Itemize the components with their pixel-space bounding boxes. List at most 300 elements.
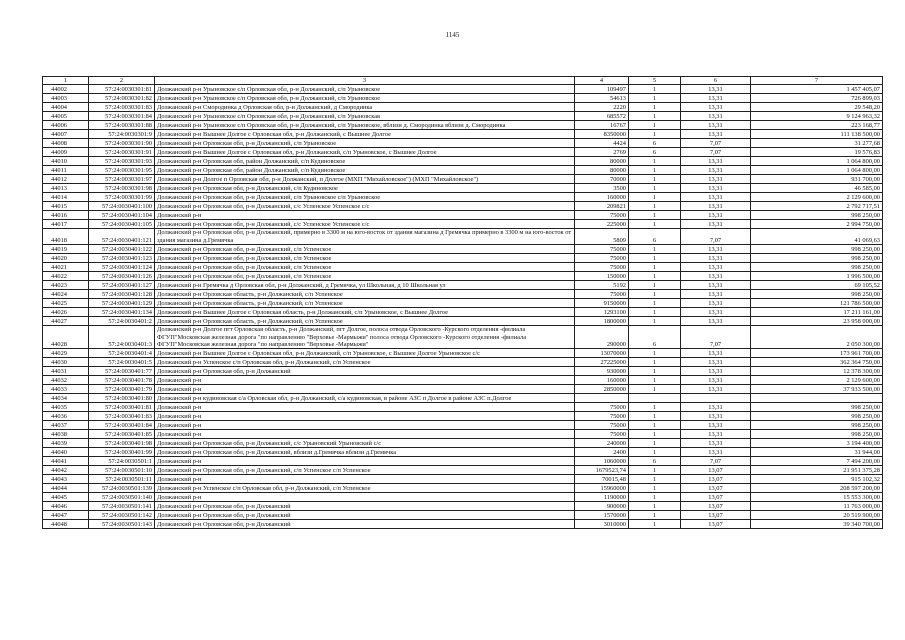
table-row (43, 299, 883, 308)
value-cell: 2 129 600,00 (751, 193, 883, 202)
cadastral-number-cell: 57:24:0030301:91 (89, 148, 155, 157)
rate-cell: 13,31 (681, 94, 751, 103)
value-cell: 69 105,52 (751, 281, 883, 290)
row-number-cell: 44035 (43, 403, 89, 412)
rate-cell: 13,31 (681, 448, 751, 457)
cadastral-number-cell: 57:24:0030301:93 (89, 157, 155, 166)
address-cell: Должанский р-н Орловская обл, р-н Должанский, с/п Урыновское с/п Урыновское (155, 193, 575, 202)
address-cell: Должанский р-н (155, 457, 575, 466)
area-cell: 1293100 (575, 308, 629, 317)
rate-cell: 7,07 (681, 457, 751, 466)
cadastral-number-cell: 57:24:0030301:83 (89, 103, 155, 112)
address-cell: Должанский р-н (155, 412, 575, 421)
value-cell: 121 786 500,00 (751, 299, 883, 308)
category-cell: 1 (629, 502, 681, 511)
table-row (43, 112, 883, 121)
category-cell: 1 (629, 376, 681, 385)
table-row (43, 220, 883, 229)
category-cell: 1 (629, 403, 681, 412)
address-cell: Должанский р-н Орловская обл, р-н Должанский, с/с Успенское Успенское с/с (155, 220, 575, 229)
row-number-cell: 44005 (43, 112, 89, 121)
table-row (43, 475, 883, 484)
row-number-cell: 44013 (43, 184, 89, 193)
table-row (43, 85, 883, 94)
row-number-cell: 44022 (43, 272, 89, 281)
address-cell: Должанский р-н (155, 211, 575, 220)
address-cell: Должанский р-н Орловская обл, р-н Должанский, вблизи д.Гремячка вблизи д.Гремячка (155, 448, 575, 457)
row-number-cell: 44030 (43, 358, 89, 367)
address-cell: Должанский р-н Орловская обл, р-н Должанский, с/с Успенское Успенское с/с (155, 202, 575, 211)
rate-cell: 13,31 (681, 317, 751, 326)
table-row (43, 202, 883, 211)
row-number-cell: 44028 (43, 326, 89, 349)
area-cell: 15960000 (575, 484, 629, 493)
cadastral-number-cell: 57:24:0030301:9 (89, 130, 155, 139)
cadastral-number-cell: 57:24:0030301:97 (89, 175, 155, 184)
row-number-cell: 44037 (43, 421, 89, 430)
table-row (43, 511, 883, 520)
area-cell: 209821 (575, 202, 629, 211)
row-number-cell: 44040 (43, 448, 89, 457)
value-cell: 915 102,32 (751, 475, 883, 484)
value-cell: 7 494 200,00 (751, 457, 883, 466)
category-cell: 1 (629, 385, 681, 394)
table-row (43, 493, 883, 502)
table-row (43, 157, 883, 166)
value-cell: 19 576,83 (751, 148, 883, 157)
category-cell: 1 (629, 367, 681, 376)
value-cell: 998 250,00 (751, 290, 883, 299)
value-cell: 2 050 300,00 (751, 326, 883, 349)
address-cell: Должанский р-н Орловская обл, район Должанский, с/п Кудиновское (155, 166, 575, 175)
cadastral-number-cell: 57:24:0030401:2 (89, 317, 155, 326)
area-cell: 2769 (575, 148, 629, 157)
cadastral-number-cell: 57:24:0030401:126 (89, 272, 155, 281)
table-row (43, 139, 883, 148)
table-row (43, 403, 883, 412)
table-row (43, 502, 883, 511)
rate-cell: 13,31 (681, 157, 751, 166)
cadastral-number-cell: 57:24:0030401:78 (89, 376, 155, 385)
value-cell (751, 394, 883, 403)
address-cell: Должанский р-н Успенское с/п Орловская обл, р-н Должанский, с/п Успенское (155, 358, 575, 367)
cadastral-number-cell: 57:24:0030401:99 (89, 448, 155, 457)
area-cell: 13070000 (575, 349, 629, 358)
category-cell: 1 (629, 349, 681, 358)
category-cell: 1 (629, 430, 681, 439)
row-number-cell: 44003 (43, 94, 89, 103)
table-row (43, 430, 883, 439)
row-number-cell: 44002 (43, 85, 89, 94)
category-cell: 6 (629, 326, 681, 349)
area-cell: 2850000 (575, 385, 629, 394)
row-number-cell: 44045 (43, 493, 89, 502)
area-cell: 8350000 (575, 130, 629, 139)
cadastral-number-cell: 57:24:0030401:123 (89, 254, 155, 263)
row-number-cell: 44023 (43, 281, 89, 290)
table-row (43, 349, 883, 358)
cadastral-number-cell: 57:24:0030301:82 (89, 94, 155, 103)
table-row (43, 394, 883, 403)
table-header-row (43, 77, 883, 85)
category-cell: 1 (629, 484, 681, 493)
area-cell: 290000 (575, 326, 629, 349)
table-row (43, 308, 883, 317)
cadastral-number-cell: 57:24:0030401:124 (89, 263, 155, 272)
address-cell: Должанский р-н Орловская область, р-н Должанский, с/п Успенское (155, 290, 575, 299)
row-number-cell: 44036 (43, 412, 89, 421)
column-header: 6 (681, 77, 751, 85)
area-cell: 80000 (575, 157, 629, 166)
page-number: 1145 (445, 31, 460, 39)
address-cell: Должанский р-н (155, 403, 575, 412)
address-cell: Должанский р-н Орловская обл, р-н Должанский, с/с Урыновский Урыновский с/с (155, 439, 575, 448)
address-cell: Должанский р-н Орловская обл, р-н Должанский, с/п Урыновское (155, 139, 575, 148)
value-cell: 1 064 800,00 (751, 157, 883, 166)
area-cell: 1190000 (575, 493, 629, 502)
rate-cell: 13,31 (681, 439, 751, 448)
area-cell: 2220 (575, 103, 629, 112)
row-number-cell: 44014 (43, 193, 89, 202)
category-cell: 6 (629, 139, 681, 148)
cadastral-number-cell: 57:24:0030301:95 (89, 166, 155, 175)
area-cell: 2400 (575, 448, 629, 457)
rate-cell: 13,31 (681, 254, 751, 263)
address-cell: Должанский р-н (155, 430, 575, 439)
row-number-cell: 44043 (43, 475, 89, 484)
address-cell: Должанский р-н Урыновское с/п Орловская обл, р-н Должанский, с/п Урыновская (155, 112, 575, 121)
cadastral-number-cell: 57:24:0030301:84 (89, 112, 155, 121)
rate-cell (681, 394, 751, 403)
cadastral-number-cell: 57:24:0030401:127 (89, 281, 155, 290)
area-cell: 16767 (575, 121, 629, 130)
value-cell: 1 996 500,00 (751, 272, 883, 281)
address-cell: Должанский р-н Гремячка д Орловская обл, р-н Должанский, д Гремячка, ул Школьная, д 10 Школьная ул (155, 281, 575, 290)
category-cell: 1 (629, 211, 681, 220)
value-cell: 31 277,68 (751, 139, 883, 148)
rate-cell: 13,31 (681, 385, 751, 394)
table-row (43, 520, 883, 529)
cadastral-number-cell: 57:24:0030501:11 (89, 475, 155, 484)
cadastral-number-cell: 57:24:0030401:128 (89, 290, 155, 299)
row-number-cell: 44012 (43, 175, 89, 184)
table-row (43, 367, 883, 376)
rate-cell: 13,31 (681, 121, 751, 130)
cadastral-number-cell: 57:24:0030501:141 (89, 502, 155, 511)
category-cell: 1 (629, 412, 681, 421)
table-row (43, 272, 883, 281)
category-cell: 1 (629, 466, 681, 475)
row-number-cell: 44004 (43, 103, 89, 112)
column-header: 1 (43, 77, 89, 85)
cadastral-number-cell: 57:24:0030401:80 (89, 394, 155, 403)
rate-cell: 13,31 (681, 202, 751, 211)
cadastral-number-cell: 57:24:0030401:98 (89, 439, 155, 448)
area-cell: 1800000 (575, 317, 629, 326)
category-cell: 1 (629, 358, 681, 367)
rate-cell: 13,31 (681, 349, 751, 358)
column-header: 3 (155, 77, 575, 85)
area-cell: 75000 (575, 421, 629, 430)
table-row (43, 317, 883, 326)
cadastral-number-cell: 57:24:0030401:121 (89, 229, 155, 245)
category-cell: 1 (629, 245, 681, 254)
row-number-cell: 44047 (43, 511, 89, 520)
table-row (43, 130, 883, 139)
row-number-cell: 44027 (43, 317, 89, 326)
rate-cell: 13,31 (681, 245, 751, 254)
cadastral-number-cell: 57:24:0030501:1 (89, 457, 155, 466)
area-cell: 900000 (575, 502, 629, 511)
row-number-cell: 44016 (43, 211, 89, 220)
category-cell: 1 (629, 448, 681, 457)
table-row (43, 376, 883, 385)
category-cell: 1 (629, 166, 681, 175)
area-cell (575, 394, 629, 403)
area-cell: 930000 (575, 367, 629, 376)
category-cell: 1 (629, 121, 681, 130)
value-cell: 9 124 963,32 (751, 112, 883, 121)
category-cell: 1 (629, 493, 681, 502)
table-row (43, 94, 883, 103)
cadastral-number-cell: 57:24:0030301:81 (89, 85, 155, 94)
rate-cell: 13,07 (681, 493, 751, 502)
address-cell: Должанский р-н Долгое пгт Орловская область, р-н Должанский, пгт Долгое, полоса отвода Орловского -Курского отделения -филиала ФГУП"Московская железная дорога "по направлению "Верховье -Мармыжи" полоса отвода Орловского -Курского отделения -филиала ФГУП"Московская железная дорога "по направлению "Верховье -Мармыжи" (155, 326, 575, 349)
address-cell: Должанский р-н Орловская обл, р-н Должанский (155, 520, 575, 529)
category-cell: 1 (629, 272, 681, 281)
cadastral-number-cell: 57:24:0030401:104 (89, 211, 155, 220)
area-cell: 27225000 (575, 358, 629, 367)
category-cell (629, 394, 681, 403)
table-row (43, 412, 883, 421)
value-cell: 998 250,00 (751, 430, 883, 439)
rate-cell: 13,31 (681, 103, 751, 112)
table-row (43, 358, 883, 367)
table-row (43, 421, 883, 430)
rate-cell: 13,07 (681, 502, 751, 511)
value-cell: 111 138 500,00 (751, 130, 883, 139)
area-cell: 109497 (575, 85, 629, 94)
value-cell: 998 250,00 (751, 412, 883, 421)
row-number-cell: 44007 (43, 130, 89, 139)
category-cell: 1 (629, 254, 681, 263)
rate-cell: 13,07 (681, 520, 751, 529)
cadastral-number-cell: 57:24:0030501:139 (89, 484, 155, 493)
value-cell: 998 250,00 (751, 421, 883, 430)
value-cell: 29 548,20 (751, 103, 883, 112)
table-row (43, 326, 883, 349)
column-header: 5 (629, 77, 681, 85)
rate-cell: 13,31 (681, 308, 751, 317)
category-cell: 1 (629, 299, 681, 308)
address-cell: Должанский р-н (155, 475, 575, 484)
value-cell: 1 064 800,00 (751, 166, 883, 175)
row-number-cell: 44042 (43, 466, 89, 475)
rate-cell: 13,31 (681, 220, 751, 229)
cadastral-table (42, 76, 883, 529)
address-cell: Должанский р-н Вышнее Долгое с Орловская область, р-н Должанский, с/п Урыновское, с Вышнее Долгое (155, 308, 575, 317)
rate-cell: 13,31 (681, 412, 751, 421)
table-row (43, 448, 883, 457)
rate-cell: 13,31 (681, 290, 751, 299)
row-number-cell: 44018 (43, 229, 89, 245)
category-cell: 1 (629, 94, 681, 103)
cadastral-number-cell: 57:24:0030501:143 (89, 520, 155, 529)
value-cell: 41 069,63 (751, 229, 883, 245)
cadastral-number-cell: 57:24:0030401:5 (89, 358, 155, 367)
address-cell: Должанский р-н Орловская обл, р-н Должанский (155, 502, 575, 511)
value-cell: 17 211 161,00 (751, 308, 883, 317)
table-row (43, 245, 883, 254)
category-cell: 1 (629, 220, 681, 229)
category-cell: 1 (629, 511, 681, 520)
value-cell: 998 250,00 (751, 403, 883, 412)
area-cell: 80000 (575, 166, 629, 175)
cadastral-number-cell: 57:24:0030301:90 (89, 139, 155, 148)
area-cell: 3500 (575, 184, 629, 193)
cadastral-number-cell: 57:24:0030401:105 (89, 220, 155, 229)
rate-cell: 7,07 (681, 326, 751, 349)
row-number-cell: 44031 (43, 367, 89, 376)
cadastral-number-cell: 57:24:0030401:4 (89, 349, 155, 358)
area-cell: 3010000 (575, 520, 629, 529)
table-row (43, 281, 883, 290)
rate-cell: 7,07 (681, 229, 751, 245)
rate-cell: 13,31 (681, 184, 751, 193)
rate-cell: 13,07 (681, 484, 751, 493)
address-cell: Должанский р-н Успенское с/п Орловская обл, р-н Должанский, с/п Успенское (155, 484, 575, 493)
cadastral-number-cell: 57:24:0030401:84 (89, 421, 155, 430)
value-cell: 931 700,00 (751, 175, 883, 184)
value-cell: 46 585,00 (751, 184, 883, 193)
table-row (43, 457, 883, 466)
category-cell: 1 (629, 308, 681, 317)
area-cell: 1570000 (575, 511, 629, 520)
rate-cell: 13,31 (681, 85, 751, 94)
address-cell: Должанский р-н Орловская обл, р-н Должанский (155, 511, 575, 520)
cadastral-number-cell: 57:24:0030401:3 (89, 326, 155, 349)
value-cell: 12 378 300,00 (751, 367, 883, 376)
column-header: 4 (575, 77, 629, 85)
category-cell: 1 (629, 281, 681, 290)
rate-cell: 13,31 (681, 299, 751, 308)
row-number-cell: 44011 (43, 166, 89, 175)
area-cell: 75000 (575, 254, 629, 263)
address-cell: Должанский р-н (155, 376, 575, 385)
table-row (43, 166, 883, 175)
cadastral-number-cell: 57:24:0030401:79 (89, 385, 155, 394)
rate-cell: 7,07 (681, 139, 751, 148)
row-number-cell: 44017 (43, 220, 89, 229)
category-cell: 1 (629, 157, 681, 166)
category-cell: 6 (629, 229, 681, 245)
area-cell: 1679523,74 (575, 466, 629, 475)
address-cell: Должанский р-н (155, 421, 575, 430)
category-cell: 6 (629, 148, 681, 157)
column-header: 2 (89, 77, 155, 85)
rate-cell: 13,07 (681, 466, 751, 475)
address-cell: Должанский р-н Орловская область, р-н Должанский, с/п Успенское (155, 299, 575, 308)
area-cell: 54613 (575, 94, 629, 103)
row-number-cell: 44033 (43, 385, 89, 394)
rate-cell: 13,31 (681, 263, 751, 272)
table-row (43, 466, 883, 475)
cadastral-number-cell: 57:24:0030501:10 (89, 466, 155, 475)
row-number-cell: 44008 (43, 139, 89, 148)
value-cell: 2 792 717,51 (751, 202, 883, 211)
value-cell: 37 933 500,00 (751, 385, 883, 394)
row-number-cell: 44039 (43, 439, 89, 448)
rate-cell: 13,31 (681, 367, 751, 376)
address-cell: Должанский р-н Орловская обл, р-н Должанский, с/п Успенское (155, 254, 575, 263)
address-cell: Должанский р-н Орловская обл, р-н Должанский, с/п Успенское с/п Успенское (155, 466, 575, 475)
area-cell: 75000 (575, 412, 629, 421)
address-cell: Должанский р-н Урыновское с/п Орловская обл, р-н Должанский, с/п Урыновское (155, 85, 575, 94)
row-number-cell: 44009 (43, 148, 89, 157)
category-cell: 1 (629, 421, 681, 430)
rate-cell: 13,07 (681, 511, 751, 520)
row-number-cell: 44038 (43, 430, 89, 439)
row-number-cell: 44048 (43, 520, 89, 529)
cadastral-number-cell: 57:24:0030401:85 (89, 430, 155, 439)
table-row (43, 484, 883, 493)
address-cell: Должанский р-н (155, 493, 575, 502)
address-cell: Должанский р-н Орловская обл, р-н Должанский (155, 367, 575, 376)
row-number-cell: 44019 (43, 245, 89, 254)
rate-cell: 13,31 (681, 403, 751, 412)
area-cell: 225000 (575, 220, 629, 229)
value-cell: 998 250,00 (751, 245, 883, 254)
area-cell: 75000 (575, 211, 629, 220)
row-number-cell: 44015 (43, 202, 89, 211)
table-row (43, 175, 883, 184)
table-row (43, 211, 883, 220)
value-cell: 998 250,00 (751, 254, 883, 263)
table-row (43, 439, 883, 448)
table-row (43, 254, 883, 263)
row-number-cell: 44029 (43, 349, 89, 358)
address-cell: Должанский р-н Вышнее Долгое с Орловская обл, р-н Должанский, с/п Урыновское, с Вышнее Долгое (155, 148, 575, 157)
value-cell: 2 994 750,00 (751, 220, 883, 229)
row-number-cell: 44024 (43, 290, 89, 299)
address-cell: Должанский р-н Орловская обл, р-н Должанский, с/п Кудиновское (155, 184, 575, 193)
area-cell: 4424 (575, 139, 629, 148)
area-cell: 1060000 (575, 457, 629, 466)
value-cell: 21 951 375,28 (751, 466, 883, 475)
category-cell: 1 (629, 475, 681, 484)
area-cell: 75000 (575, 430, 629, 439)
category-cell: 1 (629, 290, 681, 299)
area-cell: 75000 (575, 245, 629, 254)
area-cell: 75000 (575, 403, 629, 412)
address-cell: Должанский р-н Долгое п Орловская обл, р-н Должанский, п Долгое (МХП "Михайловское") (МХП "Михайловское") (155, 175, 575, 184)
table-row (43, 184, 883, 193)
rate-cell: 13,31 (681, 175, 751, 184)
area-cell: 160000 (575, 376, 629, 385)
value-cell: 208 597 200,00 (751, 484, 883, 493)
table-row (43, 263, 883, 272)
address-cell: Должанский р-н Орловская обл, район Должанский, с/п Кудиновское (155, 157, 575, 166)
area-cell: 5192 (575, 281, 629, 290)
area-cell: 75000 (575, 290, 629, 299)
rate-cell: 13,31 (681, 211, 751, 220)
area-cell: 150000 (575, 272, 629, 281)
address-cell: Должанский р-н Смородинка д Орловская обл, р-н Должанский, д Смородинка (155, 103, 575, 112)
rate-cell: 13,31 (681, 272, 751, 281)
cadastral-number-cell: 57:24:0030501:142 (89, 511, 155, 520)
cadastral-number-cell: 57:24:0030401:81 (89, 403, 155, 412)
rate-cell: 13,31 (681, 421, 751, 430)
